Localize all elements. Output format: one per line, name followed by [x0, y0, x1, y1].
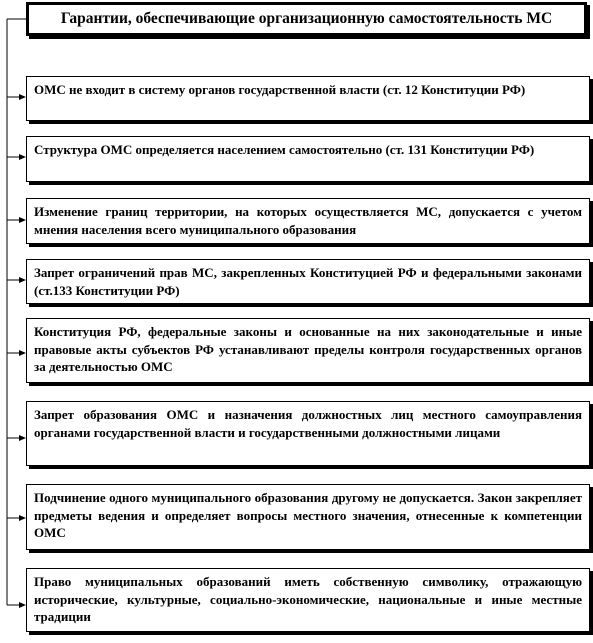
guarantee-text-6: Запрет образования ОМС и назначения должностных лиц местного самоуправления органами государственной власти и государственными должностными лицами: [34, 407, 582, 440]
diagram-title: Гарантии, обеспечивающие организационную самостоятельность МС: [60, 10, 553, 27]
guarantee-text-1: ОМС не входит в систему органов государственной власти (ст. 12 Конституции РФ): [34, 82, 526, 97]
guarantee-box-6: [26, 401, 590, 466]
diagram-title-box: [26, 2, 587, 36]
guarantee-box-7: [26, 484, 590, 550]
guarantee-text-7: Подчинение одного муниципального образования другому не допускается. Закон закрепляет предметы ведения и определяет вопросы местного значения, отнесенные к компетенции ОМС: [34, 490, 582, 540]
guarantee-text-2: Структура ОМС определяется населением самостоятельно (ст. 131 Конституции РФ): [34, 142, 535, 157]
guarantee-box-4: [26, 259, 590, 304]
guarantee-box-3: [26, 198, 590, 244]
guarantee-box-8: [26, 568, 590, 632]
guarantee-box-1: [26, 76, 590, 121]
guarantee-box-2: [26, 136, 590, 182]
guarantee-box-5: [26, 318, 590, 383]
guarantee-text-5: Конституция РФ, федеральные законы и основанные на них законодательные и иные правовые акты субъектов РФ устанавливают пределы контроля государственных органов за деятельностью ОМС: [34, 324, 582, 374]
guarantee-text-3: Изменение границ территории, на которых осуществляется МС, допускается с учетом мнения населения всего муниципального образования: [34, 204, 582, 237]
guarantee-text-4: Запрет ограничений прав МС, закрепленных Конституцией РФ и федеральными законами (ст.133 Конституции РФ): [34, 265, 582, 298]
guarantee-text-8: Право муниципальных образований иметь собственную символику, отражающую исторические, культурные, социально-экономические, национальные и иные местные традиции: [34, 574, 582, 624]
